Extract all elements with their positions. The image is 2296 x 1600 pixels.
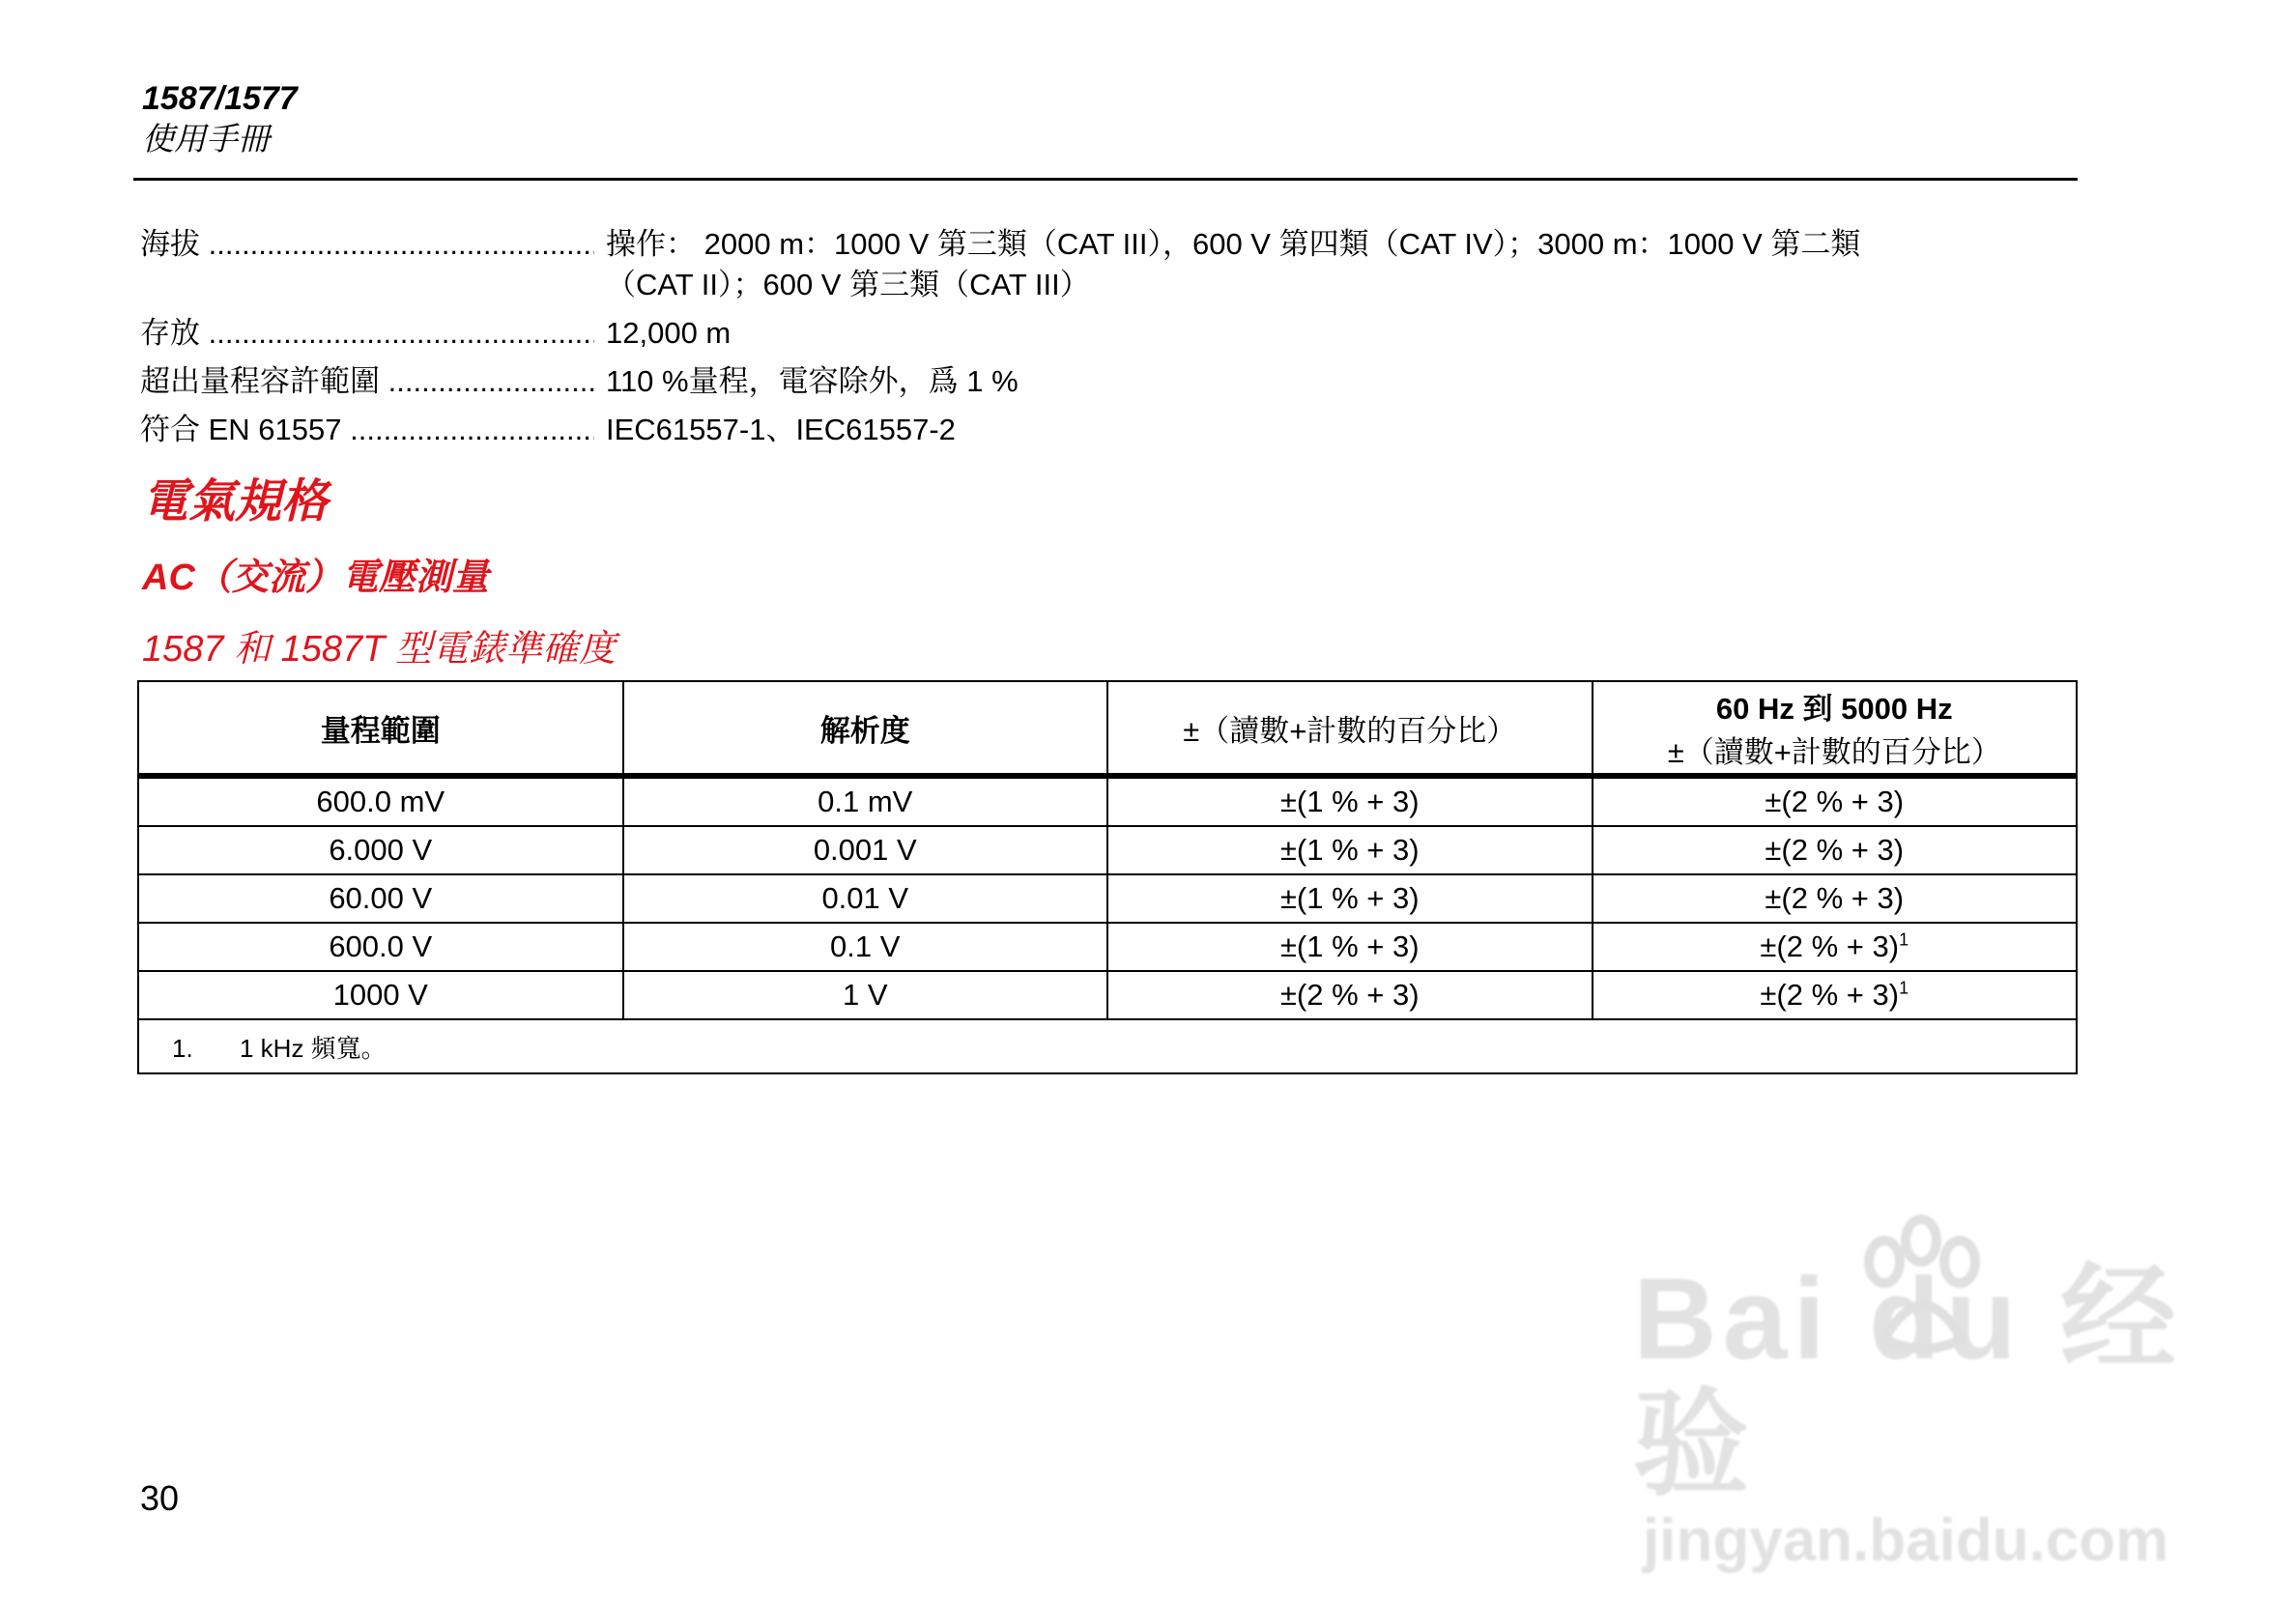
column-header-line: 60 Hz 到 5000 Hz bbox=[1715, 692, 1953, 726]
spec-value bbox=[594, 224, 1860, 305]
table-row bbox=[138, 874, 2077, 923]
accuracy-value: ±(2 % + 3) bbox=[1765, 785, 1905, 818]
spec-label: 超出量程容許範圍 ..... bbox=[140, 361, 594, 402]
paw-icon bbox=[1846, 1214, 2000, 1368]
accuracy-cell: ±(1 % + 3) bbox=[1107, 923, 1593, 971]
column-header: ±（讀數+計數的百分比） bbox=[1107, 681, 1593, 776]
accuracy-cell: ±(2 % + 3) bbox=[1107, 971, 1593, 1019]
resolution-cell: 0.001 V bbox=[623, 826, 1108, 874]
range-cell: 6.000 V bbox=[138, 826, 623, 874]
spec-row-compliance bbox=[140, 410, 1860, 450]
table-row bbox=[138, 971, 2077, 1019]
resolution-cell: 0.1 V bbox=[623, 923, 1108, 971]
page-header bbox=[142, 79, 298, 158]
column-header: 解析度 bbox=[623, 681, 1108, 776]
baidu-watermark bbox=[1633, 1256, 2296, 1575]
range-cell: 600.0 V bbox=[138, 923, 623, 971]
accuracy-value: ±(2 % + 3) bbox=[1765, 881, 1905, 915]
watermark-url: jingyan.baidu.com bbox=[1643, 1507, 2169, 1574]
watermark-logo-text: Bai du 经验 bbox=[1633, 1254, 2183, 1509]
manual-title: 使用手冊 bbox=[142, 121, 270, 157]
spec-label: 海拔 ..... bbox=[140, 224, 594, 305]
footnote-ref: 1 bbox=[1899, 929, 1909, 950]
spec-value: 12,000 m bbox=[606, 316, 732, 350]
spec-value-line: （CAT II）；600 V 第三類（CAT III） bbox=[606, 268, 1090, 301]
accuracy-value: ±(2 % + 3) bbox=[1760, 929, 1900, 963]
accuracy-hf-cell bbox=[1593, 874, 2078, 923]
table-footnote-row bbox=[138, 1019, 2077, 1073]
accuracy-cell: ±(1 % + 3) bbox=[1107, 826, 1593, 874]
header-divider bbox=[133, 178, 2078, 181]
accuracy-cell: ±(1 % + 3) bbox=[1107, 776, 1593, 826]
accuracy-hf-cell bbox=[1593, 923, 2078, 971]
accuracy-cell: ±(1 % + 3) bbox=[1107, 874, 1593, 923]
resolution-cell: 1 V bbox=[623, 971, 1108, 1019]
footnote-text: 1 kHz 頻寬。 bbox=[240, 1033, 387, 1063]
model-number: 1587/1577 bbox=[142, 80, 298, 117]
accuracy-hf-cell bbox=[1593, 826, 2078, 874]
spec-row-altitude bbox=[140, 224, 1860, 305]
table-row bbox=[138, 826, 2077, 874]
range-cell: 60.00 V bbox=[138, 874, 623, 923]
table-row bbox=[138, 776, 2077, 826]
column-header-line: ±（讀數+計數的百分比） bbox=[1667, 735, 2001, 769]
resolution-cell: 0.1 mV bbox=[623, 776, 1108, 826]
spec-row-overrange bbox=[140, 361, 1860, 402]
spec-label: 存放 ..... bbox=[140, 313, 594, 354]
accuracy-hf-cell bbox=[1593, 776, 2078, 826]
section-heading: 電氣規格 bbox=[142, 476, 329, 528]
subsection-heading: AC（交流）電壓測量 bbox=[142, 557, 489, 598]
table-footnote bbox=[138, 1019, 2077, 1073]
spec-value: IEC61557-1、IEC61557-2 bbox=[606, 413, 956, 446]
footnote-ref: 1 bbox=[1899, 978, 1909, 998]
spec-list bbox=[140, 224, 1860, 458]
spec-label: 符合 EN 61557 ..... bbox=[140, 410, 594, 450]
accuracy-value: ±(2 % + 3) bbox=[1760, 978, 1900, 1012]
spec-value-line: 操作： 2000 m：1000 V 第三類（CAT III），600 V 第四類（CAT IV）；3000 m：1000 V 第二類 bbox=[606, 227, 1861, 261]
page-number: 30 bbox=[140, 1478, 180, 1518]
accuracy-value: ±(2 % + 3) bbox=[1765, 833, 1905, 867]
table-header-row bbox=[138, 681, 2077, 776]
footnote-number: 1. bbox=[172, 1033, 193, 1063]
table-title: 1587 和 1587T 型電錶準確度 bbox=[142, 629, 616, 670]
column-header bbox=[1593, 681, 2078, 776]
column-header: 量程範圍 bbox=[138, 681, 623, 776]
accuracy-table bbox=[137, 680, 2078, 1074]
range-cell: 1000 V bbox=[138, 971, 623, 1019]
spec-row-storage bbox=[140, 313, 1860, 354]
spec-value: 110 %量程，電容除外，爲 1 % bbox=[606, 364, 1019, 398]
resolution-cell: 0.01 V bbox=[623, 874, 1108, 923]
accuracy-hf-cell bbox=[1593, 971, 2078, 1019]
range-cell: 600.0 mV bbox=[138, 776, 623, 826]
table-row bbox=[138, 923, 2077, 971]
